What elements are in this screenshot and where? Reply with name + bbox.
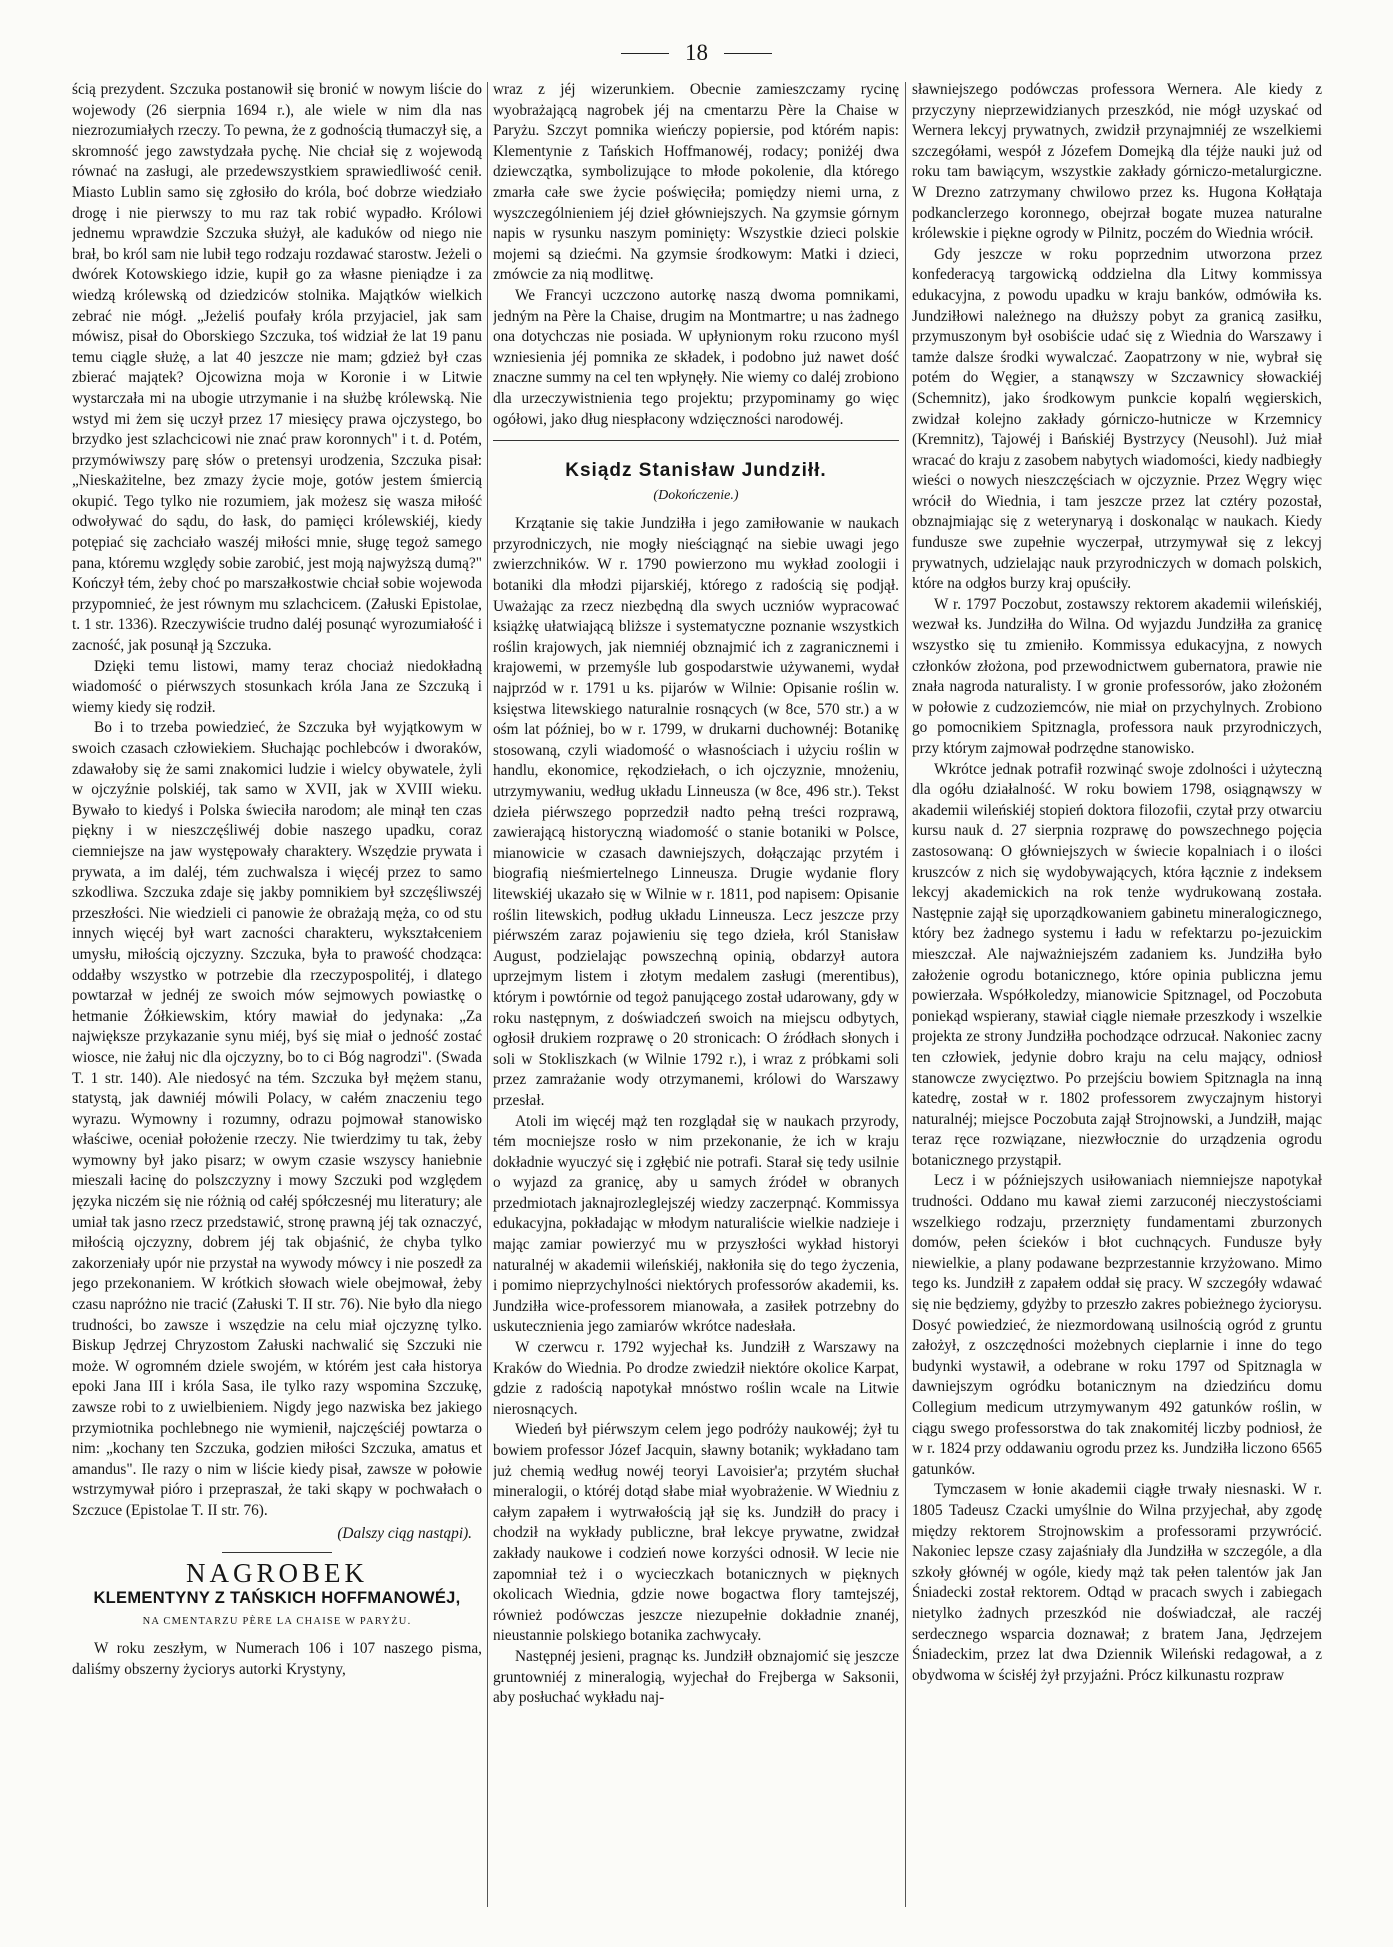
page-number: 18: [685, 40, 708, 65]
paragraph: sławniejszego podówczas professora Wernera. Ale kiedy z przyczyny nieprzewidzianych przeszkód, nie mógł uzyskać od Wernera lekcyj prywatnych, zwidził przynajmniéj ze wszelkiemi szczegółami, wespół z Józefem Domejką dla téjże nauki już od roku tam bawiącym, wszystkie zakłady górniczo-metalurgiczne. W Drezno zatrzymany chwilowo przez ks. Hugona Kołłątaja podkanclerzego koronnego, obejrzał bogate muzea naturalne królewskie i piękne ogrody w Pilnitz, poczém do Wiednia wrócił.: [912, 81, 1322, 243]
paragraph: Lecz i w późniejszych usiłowaniach niemniejsze napotykał trudności. Oddano mu kawał ziemi zarzuconéj nieczystościami wszelkiego rodzaju, przerznięty fundamentami zburzonych domów, pełen ścieków i błot cuchnących. Fundusze były niewielkie, a plany podawane bezprzestannie krzyżowano. Mimo tego ks. Jundziłł z zapałem oddał się pracy. W szczegóły wdawać się nie będziemy, gdyżby to przeszło zakres pobieżnego życiorysu. Dosyć powiedzieć, że niezmordowaną usilnością ogród z gruntu założył, z oszczędności możebnych cieplarnie i inne do tego budynki wystawił, a odebrane w roku 1797 od Spitznagla w dawniejszym ogródku botanicznym na dziedzińcu domu Collegium medicum utrzymywanym 492 gatunków roślin, w ciągu swego professorstwa do tak znakomitéj liczby podniosł, że w r. 1824 przy oddawaniu ogrodu przez ks. Jundziłła liczono 6565 gatunków.: [912, 1172, 1322, 1478]
paragraph: Tymczasem w łonie akademii ciągłe trwały niesnaski. W r. 1805 Tadeusz Czacki umyślnie do Wilna przyjechał, aby zgodę między rektorem Strojnowskim a professorami przywrócić. Nakoniec lepsze czasy zajaśniały dla Jundziłła w szczególe, a dla szkoły głównéj w ogóle, kiedy mąż tak pełen talentów jak Jan Śniadecki został rektorem. Odtąd w pracach swych i zabiegach nietylko żadnych przeszkód nie doświadczał, ale raczéj serdecznego wsparcia doznawał; z bratem Jana, Jędrzejem Śniadeckim, przez lat dwa Dziennik Wileński redagował, a z obydwoma w ścisłéj żył przyjaźni. Prócz kilkunastu rozpraw: [912, 1481, 1322, 1684]
paragraph: Gdy jeszcze w roku poprzednim utworzona przez konfederacyą targowicką oddzielna dla Litwy kommissya edukacyjna, z powodu upadku w kraju banków, odmówiła ks. Jundziłłowi należnego na dłuższy pobyt za granicą zasiłku, przymuszonym był osobiście udać się z Wiednia do Warszawy i tamże dalsze środki wywalczać. Zaopatrzony w nie, wybrał się potém do Węgier, a stanąwszy w Szczawnicy słowackiéj (Schemnitz), jako środkowym punkcie kopalń węgierskich, zwidzał kolejno zakłady górniczo-hutnicze w Krzemnicy (Kremnitz), Tajowéj i Bańskiéj Bystrzycy (Neusohl). Już miał wracać do kraju z zasobem nabytych wiadomości, kiedy nadbiegły wieści o nowych nieszczęściach w ojczyznie. Przez Węgry więc wrócił do Wiednia, i tam jeszcze przez lat cztéry pozostał, obznajmiając się z weterynaryą i doskonaląc w naukach. Kiedy fundusze swe zupełnie wyczerpał, utrzymywał się z lekcyj prywatnych, udzielając nauk przyrodniczych w domach polskich, które na odgłos burzy kraj opuściły.: [912, 245, 1322, 593]
paragraph: Bo i to trzeba powiedzieć, że Szczuka był wyjątkowym w swoich czasach człowiekiem. Słuchając pochlebców i dworaków, zdawałoby się że sami znakomici ludzie i wielcy obywatele, żyli w ojczyźnie polskiéj, tak samo w XVII, jak w XVIII wieku. Bywało to kiedyś i Polska świeciła narodom; ale minął ten czas piękny i w nieszczęśliwéj dobie naszego upadku, coraz ciemniejsze na jaw występowały charaktery. Wszędzie prywata i prywata, a im daléj, tém zuchwalsza i więcéj przez to samo szkodliwa. Szczuka zdaje się jakby pomnikiem był szczęśliwszéj przeszłości. Nie wiedzieli ci panowie że obrażają męża, co od stu innych więcéj był wart zacności charakteru, wykształceniem umysłu, miłością ojczyzny. Szczuka, była to prawość chodząca: oddałby wszystko w potrzebie dla rzeczypospolitéj, i dlatego powtarzał w jednéj ze swoich mów sejmowych powiastkę o hetmanie Żółkiewskim, który mawiał do jedynaka: „Za największe przykazanie synu miéj, byś się miał o jedność zostać wiosce, nie żałuj nic dla ojczyzny, bo to ci Bóg nagrodzi". (Swada T. 1 str. 140). Ale niedosyć na tém. Szczuka był mężem stanu, statystą, jak dawniéj mówili Polacy, w całém znaczeniu tego wyrazu. Wymowny i rozumny, odrazu pojmował stanowisko właściwe, oceniał położenie rzeczy. Nie twierdzimy tu tak, żeby wymowny był jako pisarz; w owym czasie wszyscy haniebnie mieszali łacinę do polszczyzny i mowy Szczuki pod względem języka niczém się nie różnią od całéj spółczesnéj mu literatury; ale umiał tak jasno rzecz przedstawić, stronę prawną jéj tak oznaczyć, miłością ojczyzny, dobrem jéj tak objaśnić, że chyba tylko zakorzeniały upór nie przystał na wywody mówcy i nie poszedł za jego przekonaniem. W krótkich słowach wiele obejmował, żeby czasu napróżno nie tracić (Załuski T. II str. 76). Nie było dla niego trudności, bo zawsze i wszędzie na celu miał ojczyznę tylko. Biskup Jędrzej Chryzostom Załuski nachwalić się Szczuki nie może. W ogromném dziele swojém, w którém jest cała historya epoki Jana III i króla Sasa, ile tylko razy wspomina Szczukę, zawsze robi to z uwielbieniem. Nigdy jego nazwiska bez jakiego przymiotnika pochlebnego nie wymienił, najczęściéj powtarza o nim: „kochany ten Szczuka, godzien miłości Szczuka, amatus et amandus". Ile razy o nim w liście kiedy pisał, zawsze w połowie wstrzymywał pióro i przepraszał, że taki skąpy w pochwałach o Szczuce (Epistolae T. II str. 76).: [72, 719, 482, 1519]
column-1: [72, 80, 482, 1910]
paragraph: Wkrótce jednak potrafił rozwinąć swoje zdolności i użyteczną dla ogółu działalność. W roku bowiem 1798, osiągnąwszy w akademii wileńskiéj stopień doktora filozofii, czytał przy otwarciu kursu nauk d. 27 sierpnia rozprawę do powszechnego pojęcia zastosowaną: O główniejszych w świecie kopalniach i o ilości kruszców z nich się wydobywających, która łącznie z indeksem lekcyj akademickich na rok tenże wydrukowaną została. Następnie zajął się uporządkowaniem gabinetu mineralogicznego, który bez żadnego systemu i ładu w refektarzu po-jezuickim mieszczał. Ale najważniejszém zadaniem ks. Jundziłła było założenie ogrodu botanicznego, które opinia publiczna jemu powierzała. Współkoledzy, mianowicie Spitznagel, od Poczobuta poniekąd wspierany, stawiał ciągle niemałe przeszkody i wszelkie projekta ze strony Jundziłła pochodzące odrzucał. Nakoniec zacny ten człowiek, jedynie dobro kraju na celu mający, odniosł stanowcze zwycięztwo. Po przejściu bowiem Spitznagla na inną katedrę, został w r. 1802 professorem zwyczajnym historyi naturalnéj; miejsce Poczobuta zajął Strojnowski, a Jundziłł, mając teraz ręce rozwiązane, niezwłocznie do urządzenia ogrodu botanicznego przystąpił.: [912, 760, 1322, 1169]
paragraph: Następnéj jesieni, pragnąc ks. Jundziłł obznajomić się jeszcze gruntowniéj z mineralogią, wyjechał do Frejberga w Saksonii, aby posłuchać wykładu naj-: [493, 1647, 899, 1707]
column-3: [912, 80, 1322, 1910]
column-2: [493, 80, 899, 1910]
paragraph: W czerwcu r. 1792 wyjechał ks. Jundziłł z Warszawy na Kraków do Wiednia. Po drodze zwiedził niektóre okolice Karpat, gdzie z radością napotykał mnóstwo roślin wcale na Litwie nierosnących.: [493, 1339, 899, 1418]
article-title: Ksiądz Stanisław Jundziłł.: [565, 460, 827, 482]
continuation-note: (Dalszy ciąg nastąpi).: [337, 1524, 472, 1542]
separator: [493, 440, 899, 441]
paragraph: ścią prezydent. Szczuka postanowił się bronić w nowym liście do wojewody (26 sierpnia 1694 r.), ale wiele w nim dla nas niezrozumiałych rzeczy. To pewna, że z godnością tłumaczył się, a skromność jego zawstydzała pychę. Nie chciał się z wojewodą równać na zasługi, ale przedewszystkiem sprawiedliwość cenił. Miasto Lublin samo się zgłosiło do króla, boć dobrze wiedziało drogę i nie pierwszy to mu raz tak robić wypadło. Królowi jednemu wprawdzie Szczuka służył, ale kaduków od niego nie brał, bo król sam nie lubił tego rodzaju rozdawać starostw. Jeżeli o dwórek Kotowskiego idzie, kupił go za własne pieniądze i za wiedzą królewską od dziedziców stolnika. Majątków wielkich zebrać nie mógł. „Jeżeliś poufały króla przyjaciel, jak sam mówisz, pisał do Oborskiego Szczuka, toś widział że lat 19 panu temu ciągle służę, a lat 40 jeszcze nie mam; gdzież był czas zbierać majątek? Ojcowizna moja w Koronie i w Litwie wystarczała mi na ubogie utrzymanie i na służbę królewską. Nie wstyd mi żem się uczył przez 17 miesięcy prawa ojczystego, bo brzydko jest szlachcicowi nie znać praw koronnych" i t. d. Potém, przymówiwszy parę słów o pretensyi urodzenia, Szczuka pisał: „Nieskażitelne, bez zmazy życie moje, gotów jestem śmiercią okupić. Tego tylko nie rozumiem, jak możesz się wasza miłość odwoływać do sądu, do łask, do pamięci królewskiéj, kiedy potępiać się zachciało waszéj miłości mnie, sługę tegoż samego pana, któremu względy sobie zarobić, jest moją najwyższą dumą?" Kończył tém, żeby choć po marszałkostwie chciał sobie wojewoda przypomnieć, że jest równym mu szlachcicem. (Załuski Epistolae, t. 1 str. 1336). Rzeczywiście trudno daléj posunąć wyrozumiałość i zacność, jak posunął ją Szczuka.: [72, 81, 482, 655]
section-subtitle: KLEMENTYNY Z TAŃSKICH HOFFMANOWÉJ,: [93, 1588, 461, 1607]
section-location: NA CMENTARZU PÈRE LA CHAISE W PARYŻU.: [142, 1616, 412, 1628]
paragraph: Atoli im więcéj mąż ten rozglądał się w naukach przyrody, tém mocniejsze rosło w nim przekonanie, że ich w kraju dokładnie wyuczyć się i zgłębić nie potrafi. Starał się tedy usilnie o wyjazd za granicę, aby u samych źródeł w obranych przedmiotach jaknajrozleglejszéj wiedzy zaczerpnąć. Kommissya edukacyjna, pokładając w młodym naturaliście wielkie nadzieje i mając zamiar powierzyć mu w przyszłości wykład historyi naturalnéj w akademii wileńskiéj, nakłoniła się do tego życzenia, i pomimo nieprzychylności niektórych professorów akademii, ks. Jundziłła wice-professorem mianowała, a zasiłek potrzebny do uskutecznienia jego zamiarów wkrótce nadesłała.: [493, 1112, 899, 1336]
paragraph: Krzątanie się takie Jundziłła i jego zamiłowanie w naukach przyrodniczych, nie mogły nieściągnąć na siebie uwagi jego zwierzchników. W r. 1790 powierzono mu wykład zoologii i botaniki dla młodzi pijarskiéj, którego z radością się podjął. Uważając za rzecz niezbędną dla swych uczniów wypracować książkę ułatwiającą bliższe i systematyczne poznanie wszystkich roślin krajowych, jak niemniéj obznajmić ich z zagranicznemi i krajowemi, w przemyśle lub gospodarstwie używanemi, wydał najprzód w r. 1791 u ks. pijarów w Wilnie: Opisanie roślin w. księstwa litewskiego naturalnie rosnących (w 8ce, 570 str.) a w ośm lat później, bo w r. 1799, w drukarni duchownéj: Botanikę stosowaną, czyli wiadomość o własnościach i użyciu roślin w handlu, ekonomice, rękodziełach, o ich ojczyznie, mnożeniu, utrzymywaniu, według układu Linneusza (w 8ce, 496 str.). Tekst dzieła piérwszego poprzedził nadto pełną treści rozprawą, zawierającą historyczną wiadomość o stanie botaniki w Polsce, mianowicie w czasach dawniejszych, dołączając przytém i biografią nieśmiertelnego Linneusza. Drugie wydanie flory litewskiéj ukazało się w Wilnie w r. 1811, pod napisem: Opisanie roślin litewskich, podług układu Linneusza. Lecz jeszcze przy piérwszém zaraz pojawieniu się tego dzieła, król Stanisław August, podzielając powszechną opinią, obdarzył autora uprzejmym listem i złotym medalem zasługi (merentibus), którym i powtórnie od tegoż panującego został udarowany, gdy w roku następnym, z doświadczeń swoich na miejscu odbytych, ogłosił drukiem rozprawę o 20 stronicach: O źródłach słonych i soli w Stokliszkach (w Wilnie 1792 r.), i wraz z próbkami soli przez zamrażanie wody otrzymanemi, królowi do Warszawy przesłał.: [493, 515, 899, 1109]
column-divider-left: [487, 82, 488, 1907]
column-divider-right: [905, 82, 906, 1907]
paragraph: Dzięki temu listowi, mamy teraz chociaż niedokładną wiadomość o piérwszych stosunkach króla Jana ze Szczuką i wiemy kiedy się rodził.: [72, 657, 482, 716]
page-header: [0, 40, 1393, 66]
paragraph: W roku zeszłym, w Numerach 106 i 107 naszego pisma, daliśmy obszerny życiorys autorki Krystyny,: [72, 1639, 482, 1678]
paragraph: Wiedeń był piérwszym celem jego podróży naukowéj; żył tu bowiem professor Józef Jacquin, sławny botanik; wykładano tam już chemią według nowéj teoryi Lavoisier'a; przytém słuchał mineralogii, o któréj dotąd słabe miał wyobrażenie. W Wiedniu z całym zapałem i wytrwałością jął się ks. Jundziłł do pracy i chodził na wykłady publiczne, brał lekcye prywatne, zwidzał zakłady naukowe i codzień nowe korzyści odnosił. W lecie nie zapomniał też i o wycieczkach botanicznych w pięknych okolicach Wiednia, gdzie nowe bogactwa flory tamtejszéj, również podówczas jeszcze niezupełnie dokładnie znanéj, nieustannie polskiego botanika zachwycały.: [493, 1421, 899, 1645]
article-subtitle: (Dokończenie.): [653, 487, 739, 503]
section-title: NAGROBEK: [185, 1558, 368, 1589]
header-rule-left: [621, 53, 669, 54]
paragraph: We Francyi uczczono autorkę naszą dwoma pomnikami, jedným na Père la Chaise, drugim na Montmartre; u nas żadnego ona dotychczas nie posiada. W upłynionym roku rzucono myśl wzniesienia jéj pomnika ze składek, i podobno już nawet dość znaczne summy na cel ten wpłynęły. Nie wiemy co daléj zrobiono dla urzeczywistnienia tego projektu; przypominamy go więc ogółowi, jako dług niespłacony wdzięczności narodowéj.: [493, 286, 899, 428]
separator: [222, 1552, 332, 1553]
header-rule-right: [724, 53, 772, 54]
paragraph: wraz z jéj wizerunkiem. Obecnie zamieszczamy rycinę wyobrażającą nagrobek jéj na cmentarzu Père la Chaise w Paryżu. Szczyt pomnika wieńczy popiersie, pod którém napis: Klementynie z Tańskich Hoffmanowéj, rodacy; poniżéj dwa dziewczątka, symbolizujące to młode pokolenie, dla którego zmarła całe swe życie poświęciła; pomiędzy niemi urna, z wyszczególnieniem jéj dzieł główniejszych. Na gzymsie górnym napis w rysunku naszym pominięty: Wszystkie dzieci polskie mojemi są dziećmi. Na gzymsie środkowym: Matki i dzieci, zmówcie za nią modlitwę.: [493, 81, 899, 284]
paragraph: W r. 1797 Poczobut, zostawszy rektorem akademii wileńskiéj, wezwał ks. Jundziłła do Wilna. Od wyjazdu Jundziłła za granicę wszystko się tu zmieniło. Kommissya edukacyjna, z nowych członków złożona, pod przewodnictwem gubernatora, prawie nie znała nagroda naturalisty. I w gronie professorów, jako złożoném w połowie z cudzoziemców, nie miał on przychylnych. Zrobiono go pomocnikiem Spitznagla, professora nauk przyrodniczych, przy którym zajmował podrzędne stanowisko.: [912, 595, 1322, 757]
